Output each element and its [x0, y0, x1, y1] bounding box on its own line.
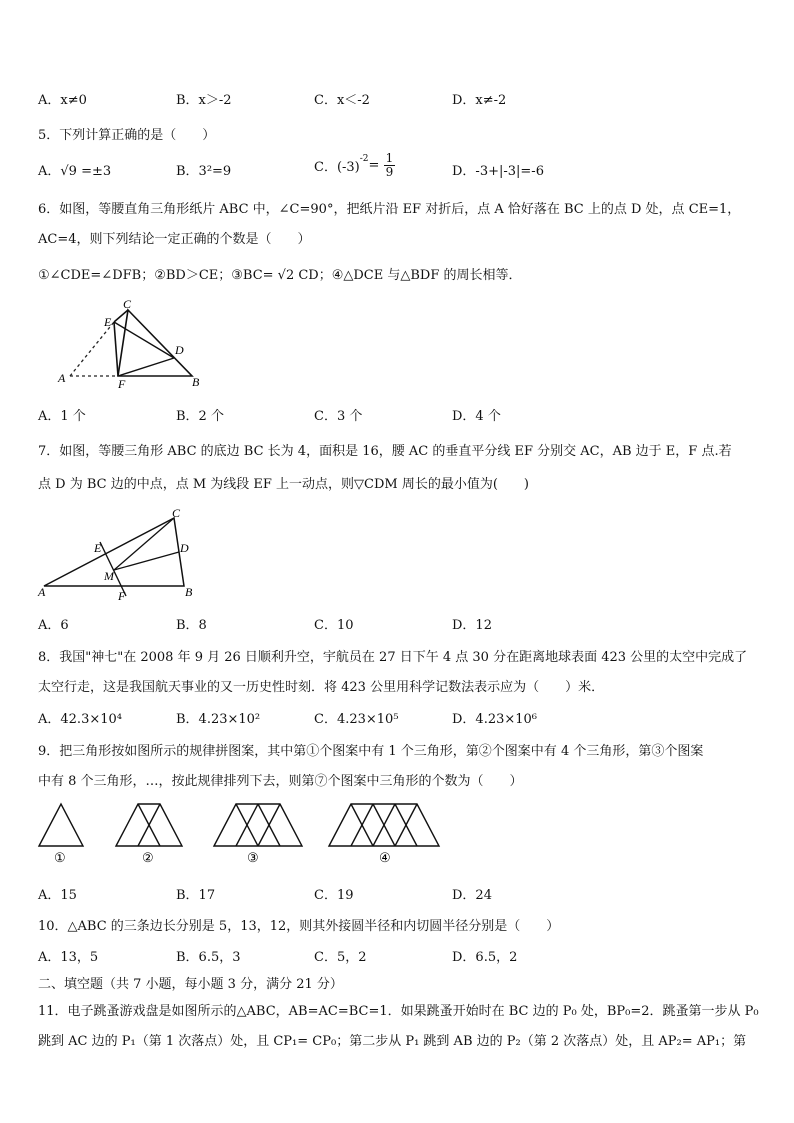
q7-option-a: A．6	[38, 618, 69, 633]
q10-option-b: B．6.5，3	[176, 950, 241, 965]
q9-pattern-1	[39, 804, 83, 846]
q6-label-c: C	[123, 298, 132, 311]
q6-stem-line1: 6．如图，等腰直角三角形纸片 ABC 中，∠C=90°，把纸片沿 EF 对折后，点 A 恰好落在 BC 上的点 D 处，点 CE=1，	[38, 202, 741, 217]
q8-option-a: A．42.3×10⁴	[38, 712, 122, 727]
q6-label-e: E	[104, 315, 112, 329]
q9-option-c: C．19	[314, 888, 354, 903]
q10-option-a: A．13，5	[38, 950, 99, 965]
q8-option-c: C．4.23×10⁵	[314, 712, 399, 727]
q6-figure	[50, 298, 210, 390]
q5-option-d: D．-3+|-3|=-6	[452, 164, 544, 179]
q9-pattern-2	[116, 804, 182, 846]
q5-option-c	[314, 152, 395, 179]
q9-fig-label-3: ③	[247, 851, 259, 866]
q9-figure	[36, 800, 446, 866]
q7-label-m: M	[104, 569, 114, 583]
q4-option-d: D．x≠-2	[452, 93, 507, 108]
q7-stem-line1: 7．如图，等腰三角形 ABC 的底边 BC 长为 4，面积是 16，腰 AC 的垂直平分线 EF 分别交 AC，AB 边于 E，F 点.若	[38, 444, 732, 459]
q10-option-c: C．5，2	[314, 950, 367, 965]
q9-fig-label-1: ①	[54, 851, 66, 866]
q6-label-b: B	[192, 375, 200, 389]
q6-label-f: F	[118, 377, 126, 390]
q10-stem: 10．△ABC 的三条边长分别是 5，13，12，则其外接圆半径和内切圆半径分别是（ ）	[38, 919, 560, 934]
q6-stem-line2: AC=4，则下列结论一定正确的个数是（ ）	[38, 232, 311, 247]
q7-label-e: E	[94, 541, 102, 555]
q9-option-d: D．24	[452, 888, 492, 903]
q5-fraction-num: 1	[385, 151, 394, 165]
q9-fig-label-4: ④	[379, 851, 391, 866]
q7-label-a: A	[38, 585, 46, 599]
q6-segment-fd	[118, 358, 174, 376]
q9-pattern-4	[329, 804, 439, 846]
q10-option-d: D．6.5，2	[452, 950, 518, 965]
q7-label-c: C	[172, 506, 181, 520]
q9-stem-line2: 中有 8 个三角形，…，按此规律排列下去，则第⑦个图案中三角形的个数为（ ）	[38, 774, 523, 789]
q5-fraction-den: 9	[385, 165, 394, 179]
q5-option-a: A．√9 =±3	[38, 164, 112, 179]
q7-option-b: B．8	[176, 618, 207, 633]
q6-fold-line-ae	[70, 322, 114, 376]
q8-stem-line1: 8．我国"神七"在 2008 年 9 月 26 日顺利升空，宇航员在 27 日下午 4 点 30 分在距离地球表面 423 公里的太空中完成了	[38, 650, 748, 665]
q6-label-d: D	[175, 343, 184, 357]
q9-option-a: A．15	[38, 888, 77, 903]
q7-label-b: B	[185, 585, 193, 599]
q9-fig-label-2: ②	[142, 851, 154, 866]
q8-stem-line2: 太空行走，这是我国航天事业的又一历史性时刻．将 423 公里用科学记数法表示应为（ ）米．	[38, 680, 605, 695]
q4-option-b: B．x＞-2	[176, 93, 232, 108]
q5-option-b: B．3²=9	[176, 164, 232, 179]
q4-option-c: C．x＜-2	[314, 93, 370, 108]
q6-option-b: B．2 个	[176, 409, 224, 424]
q7-option-d: D．12	[452, 618, 492, 633]
q4-option-a: A．x≠0	[38, 93, 87, 108]
q9-option-b: B．17	[176, 888, 216, 903]
q5-option-c-base: C．(-3)	[314, 160, 360, 175]
q7-figure	[34, 506, 204, 602]
q9-stem-line1: 9．把三角形按如图所示的规律拼图案，其中第①个图案中有 1 个三角形，第②个图案中有 4 个三角形，第③个图案	[38, 744, 704, 759]
q5-stem: 5．下列计算正确的是（ ）	[38, 128, 216, 143]
q5-option-c-exp: -2	[359, 154, 369, 164]
q7-stem-line2: 点 D 为 BC 边的中点，点 M 为线段 EF 上一动点，则▽CDM 周长的最小值为( )	[38, 477, 529, 492]
q7-label-d: D	[180, 541, 189, 555]
q11-line2: 跳到 AC 边的 P₁（第 1 次落点）处，且 CP₁= CP₀；第二步从 P₁ 跳到 AB 边的 P₂（第 2 次落点）处，且 AP₂= AP₁；第	[38, 1034, 747, 1049]
q5-option-c-eq: =	[368, 158, 380, 173]
q8-option-d: D．4.23×10⁶	[452, 712, 538, 727]
q7-label-f: F	[118, 589, 126, 602]
section-fill-in-heading: 二、填空题（共 7 小题，每小题 3 分，满分 21 分）	[38, 977, 343, 992]
q6-option-d: D．4 个	[452, 409, 501, 424]
q6-stem-line3: ①∠CDE=∠DFB；②BD＞CE；③BC= √2 CD；④△DCE 与△BDF 的周长相等．	[38, 268, 522, 283]
q6-option-a: A．1 个	[38, 409, 86, 424]
q9-pattern-3	[214, 804, 302, 846]
q6-option-c: C．3 个	[314, 409, 363, 424]
q6-segment-ef	[114, 322, 118, 376]
q5-fraction	[384, 152, 396, 179]
q11-line1: 11．电子跳蚤游戏盘是如图所示的△ABC，AB=AC=BC=1．如果跳蚤开始时在 BC 边的 P₀ 处，BP₀=2．跳蚤第一步从 P₀	[38, 1004, 759, 1019]
q6-label-a: A	[58, 371, 66, 385]
q8-option-b: B．4.23×10²	[176, 712, 261, 727]
q7-option-c: C．10	[314, 618, 354, 633]
